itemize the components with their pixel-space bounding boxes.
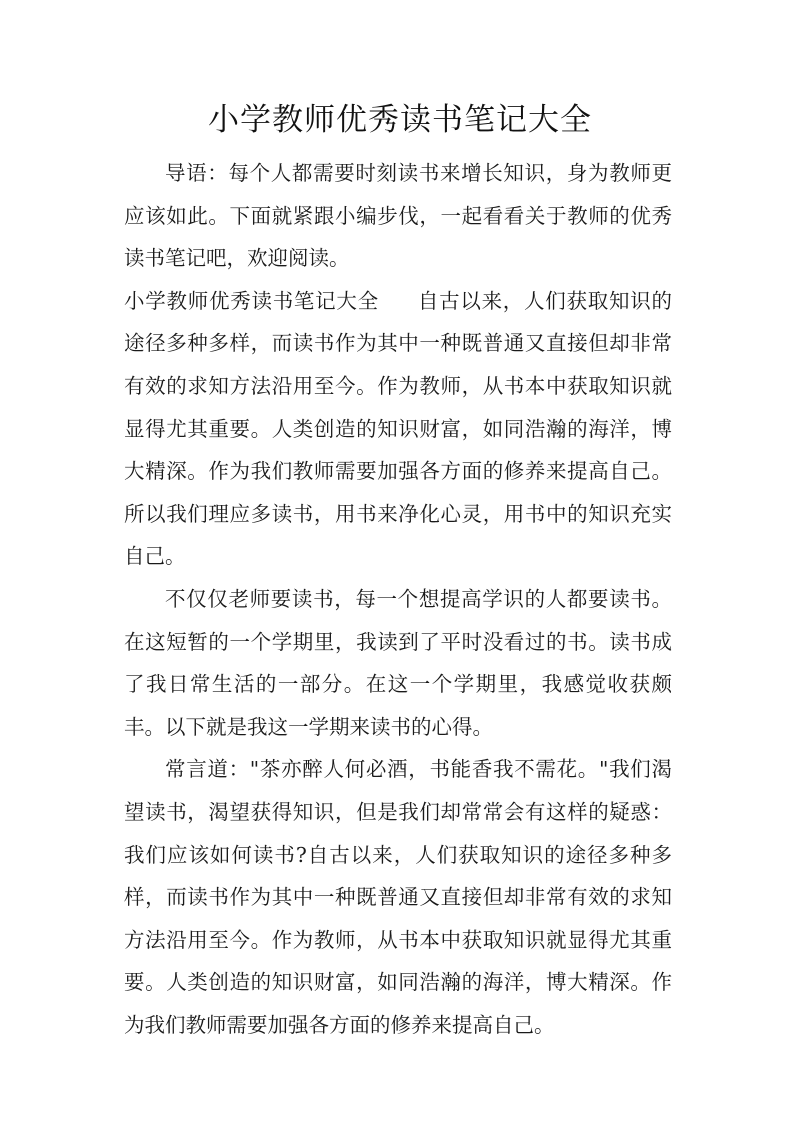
section-heading: 小学教师优秀读书笔记大全 xyxy=(124,288,379,313)
section-paragraph xyxy=(124,280,672,578)
intro-paragraph: 导语：每个人都需要时刻读书来增长知识，身为教师更应该如此。下面就紧跟小编步伐，一起看看关于教师的优秀读书笔记吧，欢迎阅读。 xyxy=(124,161,672,271)
document-title: 小学教师优秀读书笔记大全 xyxy=(208,102,592,138)
paragraph-1-text: 自古以来，人们获取知识的途径多种多样，而读书作为其中一种既普通又直接但却非常有效的求知方法沿用至今。作为教师，从书本中获取知识就显得尤其重要。人类创造的知识财富，如同浩瀚的海洋，博大精深。作为我们教师需要加强各方面的修养来提高自己。所以我们理应多读书，用书来净化心灵，用书中的知识充实自己。 xyxy=(124,288,673,569)
paragraph-3: 常言道："茶亦醉人何必酒，书能香我不需花。"我们渴望读书，渴望获得知识，但是我们却常常会有这样的疑惑：我们应该如何读书?自古以来，人们获取知识的途径多种多样，而读书作为其中一种既普通又直接但却非常有效的求知方法沿用至今。作为教师，从书本中获取知识就显得尤其重要。人类创造的知识财富，如同浩瀚的海洋，博大精深。作为我们教师需要加强各方面的修养来提高自己。 xyxy=(124,757,672,1037)
paragraph-2: 不仅仅老师要读书，每一个想提高学识的人都要读书。在这短暂的一个学期里，我读到了平时没看过的书。读书成了我日常生活的一部分。在这一个学期里，我感觉收获颇丰。以下就是我这一学期来读书的心得。 xyxy=(124,586,672,739)
document-body xyxy=(124,152,672,1046)
